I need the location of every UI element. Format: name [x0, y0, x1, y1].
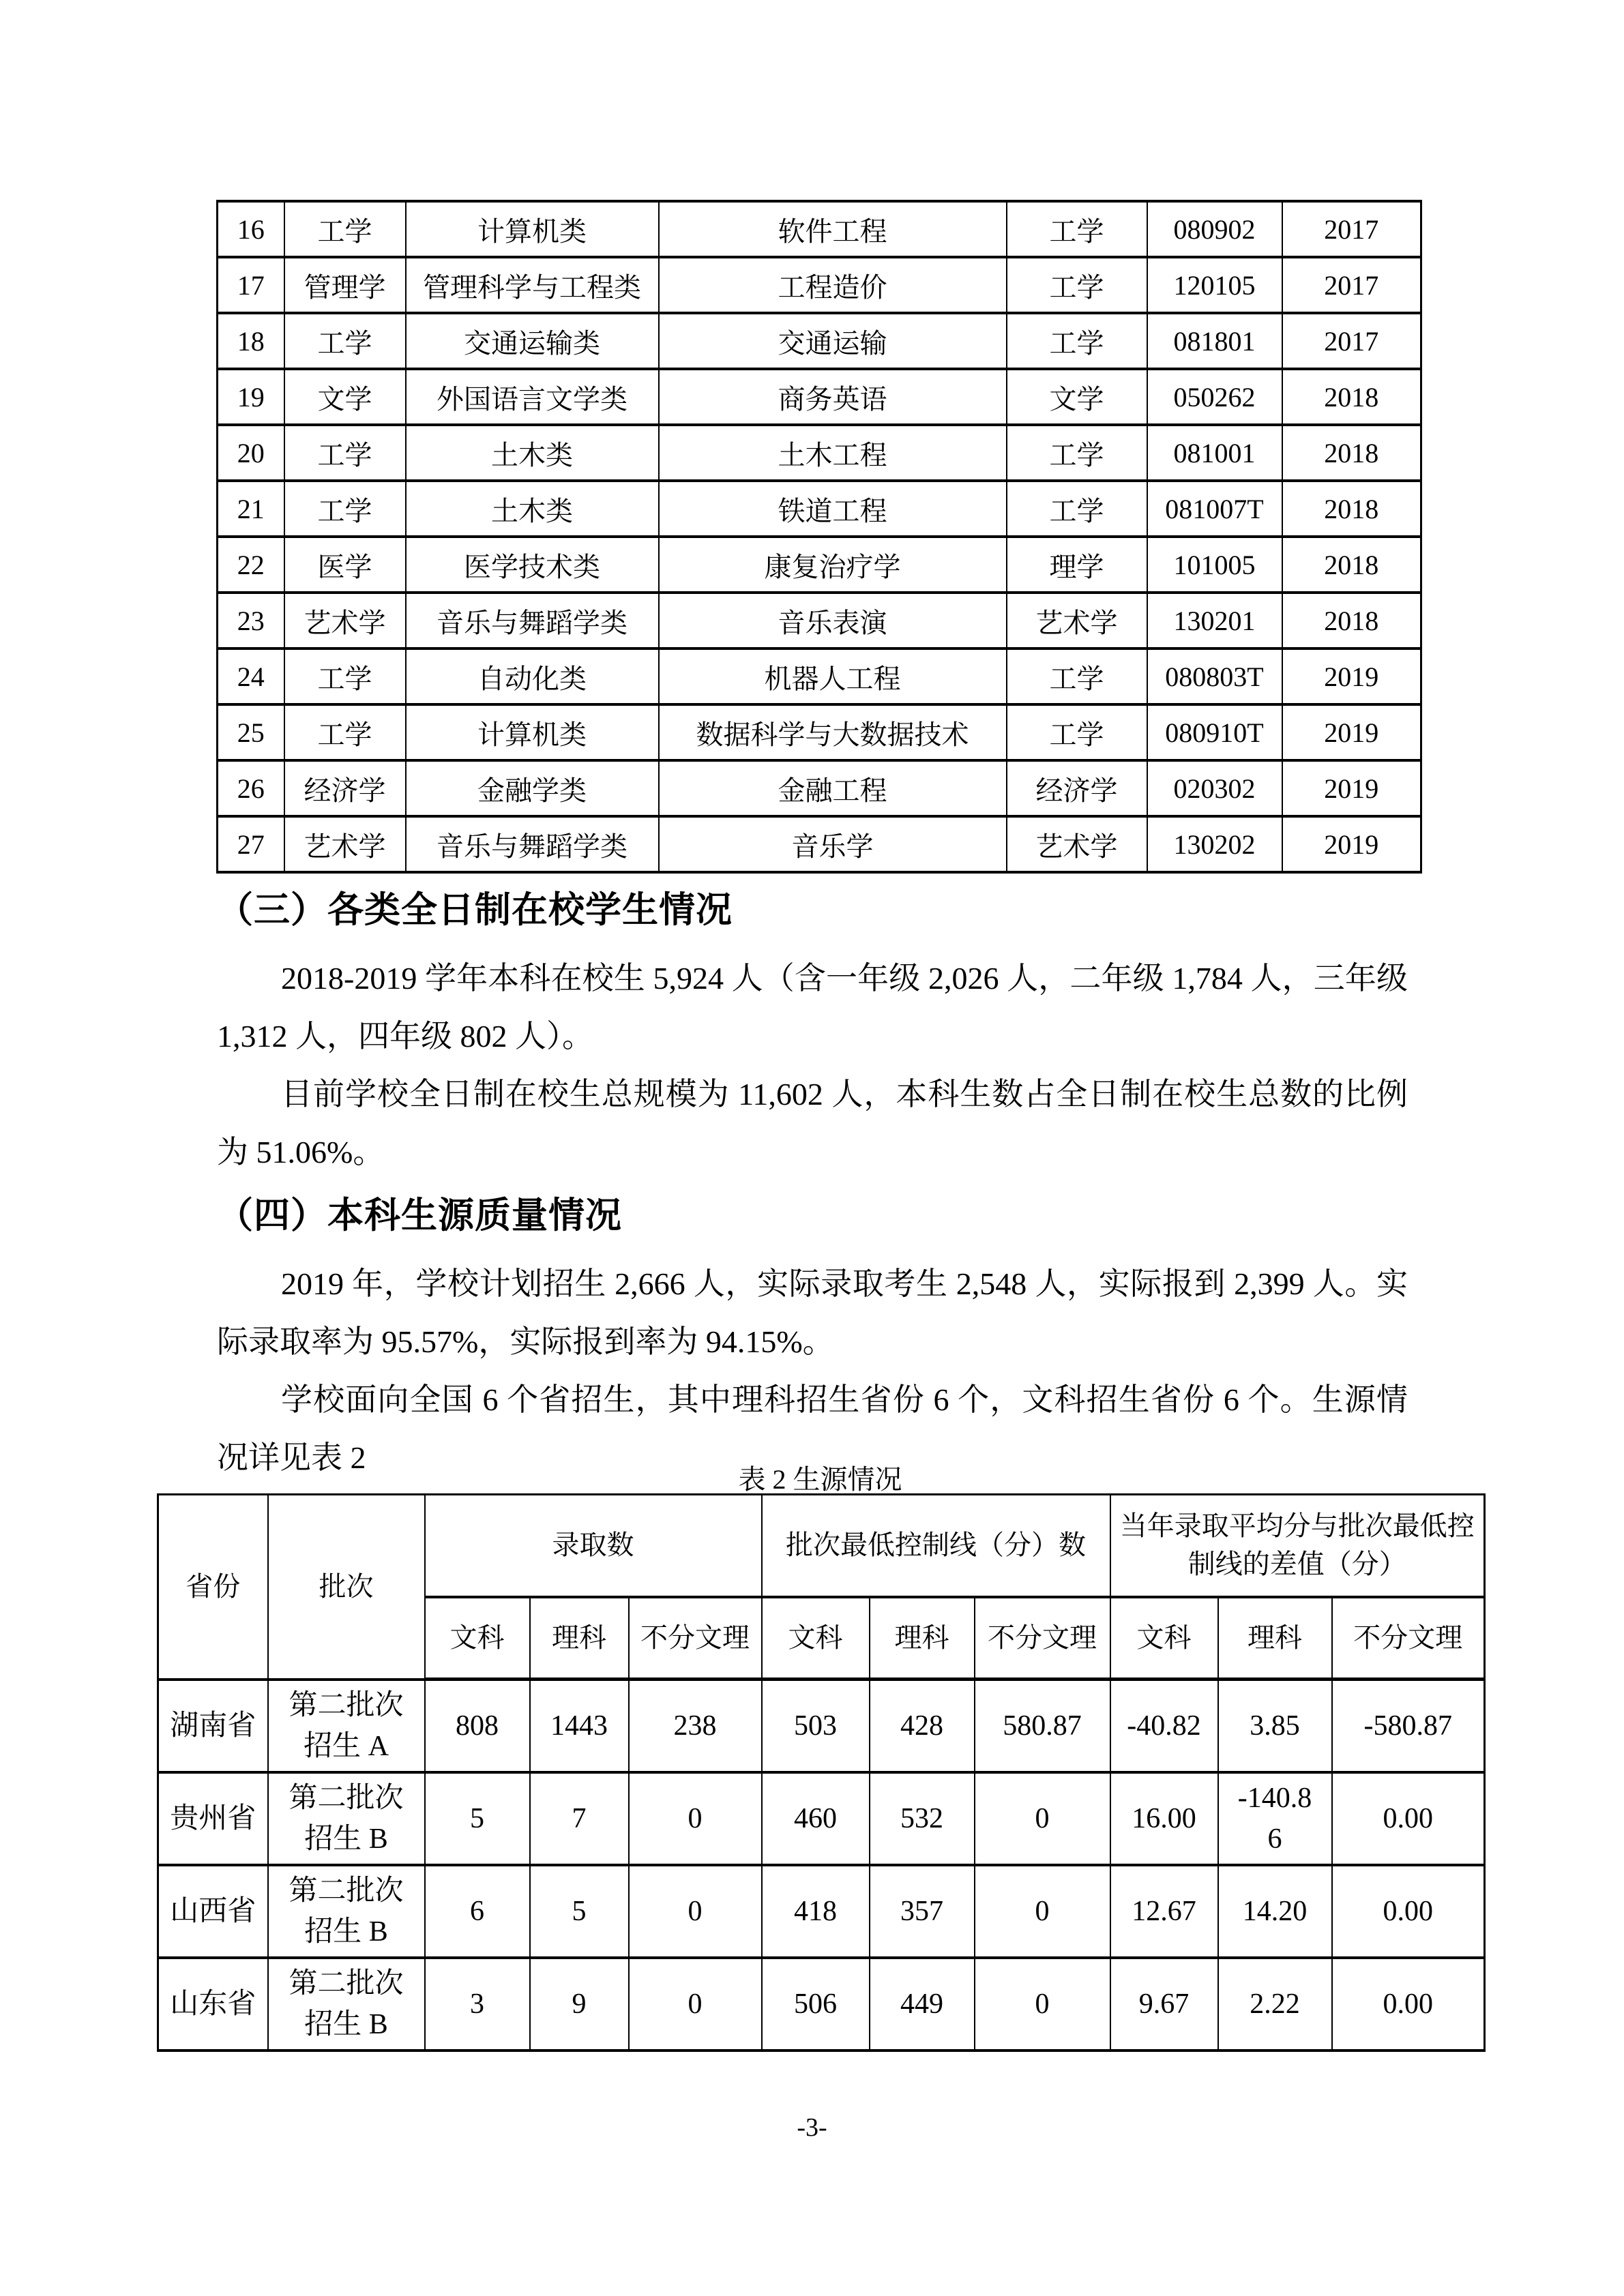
major-code: 050262 [1147, 369, 1282, 425]
discipline-category: 文学 [284, 369, 406, 425]
major-code: 081001 [1147, 425, 1282, 481]
setup-year: 2017 [1282, 257, 1421, 313]
value: 506 [762, 1958, 870, 2051]
value: 532 [870, 1772, 975, 1865]
major-class: 金融学类 [406, 760, 659, 816]
major-class: 医学技术类 [406, 537, 659, 593]
batch: 第二批次招生 B [268, 1865, 425, 1958]
value: 3.85 [1218, 1680, 1332, 1772]
col-header-province: 省份 [158, 1495, 268, 1680]
discipline-category: 艺术学 [284, 816, 406, 872]
value: 0.00 [1332, 1958, 1485, 2051]
table-row [218, 481, 1421, 537]
degree-category: 工学 [1007, 257, 1147, 313]
value: 357 [870, 1865, 975, 1958]
row-number: 25 [218, 704, 284, 760]
row-number: 19 [218, 369, 284, 425]
major-name: 金融工程 [659, 760, 1007, 816]
group-header-min-control-line: 批次最低控制线（分）数 [762, 1495, 1110, 1597]
sub-header-science: 理科 [870, 1597, 975, 1680]
major-code: 081801 [1147, 313, 1282, 369]
major-code: 080910T [1147, 704, 1282, 760]
major-name: 软件工程 [659, 201, 1007, 257]
value: 0.00 [1332, 1772, 1485, 1865]
major-class: 自动化类 [406, 648, 659, 704]
major-name: 工程造价 [659, 257, 1007, 313]
major-name: 音乐学 [659, 816, 1007, 872]
table-row [218, 593, 1421, 648]
table-row [218, 537, 1421, 593]
value: 449 [870, 1958, 975, 2051]
row-number: 26 [218, 760, 284, 816]
table2-caption: 表 2 生源情况 [738, 1464, 902, 1495]
setup-year: 2018 [1282, 481, 1421, 537]
degree-category: 工学 [1007, 201, 1147, 257]
sub-header-combined: 不分文理 [975, 1597, 1110, 1680]
value: 503 [762, 1680, 870, 1772]
table-row [218, 816, 1421, 872]
setup-year: 2018 [1282, 537, 1421, 593]
header-group-row [158, 1495, 1485, 1597]
setup-year: 2019 [1282, 704, 1421, 760]
sub-header-science: 理科 [1218, 1597, 1332, 1680]
value: 808 [425, 1680, 530, 1772]
table-row [218, 704, 1421, 760]
value: 0 [629, 1958, 762, 2051]
section-4-paragraph-1: 2019 年，学校计划招生 2,666 人，实际录取考生 2,548 人，实际报到 2,399 人。实际录取率为 95.57%，实际报到率为 94.15%。 [217, 1266, 1408, 1359]
major-class: 管理科学与工程类 [406, 257, 659, 313]
discipline-category: 工学 [284, 648, 406, 704]
setup-year: 2019 [1282, 760, 1421, 816]
row-number: 18 [218, 313, 284, 369]
degree-category: 文学 [1007, 369, 1147, 425]
discipline-category: 工学 [284, 313, 406, 369]
table-row [158, 1958, 1485, 2051]
major-class: 计算机类 [406, 704, 659, 760]
value: 12.67 [1110, 1865, 1218, 1958]
setup-year: 2017 [1282, 313, 1421, 369]
major-class: 土木类 [406, 481, 659, 537]
degree-category: 经济学 [1007, 760, 1147, 816]
discipline-category: 工学 [284, 201, 406, 257]
row-number: 21 [218, 481, 284, 537]
sub-header-combined: 不分文理 [1332, 1597, 1485, 1680]
col-header-batch: 批次 [268, 1495, 425, 1680]
value: -580.87 [1332, 1680, 1485, 1772]
province: 山东省 [158, 1958, 268, 2051]
discipline-category: 工学 [284, 481, 406, 537]
province: 山西省 [158, 1865, 268, 1958]
major-name: 铁道工程 [659, 481, 1007, 537]
row-number: 22 [218, 537, 284, 593]
setup-year: 2018 [1282, 425, 1421, 481]
degree-category: 工学 [1007, 648, 1147, 704]
section-3-paragraph-2: 目前学校全日制在校生总规模为 11,602 人，本科生数占全日制在校生总数的比例为 51.06%。 [217, 1077, 1408, 1169]
major-code: 081007T [1147, 481, 1282, 537]
batch: 第二批次招生 B [268, 1772, 425, 1865]
value: 0 [975, 1958, 1110, 2051]
value: 5 [425, 1772, 530, 1865]
discipline-category: 管理学 [284, 257, 406, 313]
value: 0 [629, 1772, 762, 1865]
sub-header-arts: 文科 [762, 1597, 870, 1680]
major-name: 音乐表演 [659, 593, 1007, 648]
major-name: 康复治疗学 [659, 537, 1007, 593]
value: -40.82 [1110, 1680, 1218, 1772]
value: 2.22 [1218, 1958, 1332, 2051]
row-number: 23 [218, 593, 284, 648]
value: 580.87 [975, 1680, 1110, 1772]
table-row [158, 1865, 1485, 1958]
table-row [218, 369, 1421, 425]
degree-category: 艺术学 [1007, 593, 1147, 648]
major-class: 音乐与舞蹈学类 [406, 593, 659, 648]
degree-category: 理学 [1007, 537, 1147, 593]
table-row [218, 648, 1421, 704]
setup-year: 2017 [1282, 201, 1421, 257]
value: 3 [425, 1958, 530, 2051]
group-header-avg-diff: 当年录取平均分与批次最低控制线的差值（分） [1110, 1495, 1485, 1597]
major-class: 计算机类 [406, 201, 659, 257]
row-number: 20 [218, 425, 284, 481]
value: 5 [530, 1865, 629, 1958]
major-name: 交通运输 [659, 313, 1007, 369]
value: 428 [870, 1680, 975, 1772]
section-3-paragraph-1: 2018-2019 学年本科在校生 5,924 人（含一年级 2,026 人，二年级 1,784 人，三年级 1,312 人，四年级 802 人）。 [217, 961, 1408, 1054]
body-text [217, 888, 1408, 1487]
discipline-category: 经济学 [284, 760, 406, 816]
value: 460 [762, 1772, 870, 1865]
batch: 第二批次招生 A [268, 1680, 425, 1772]
value: 9.67 [1110, 1958, 1218, 2051]
setup-year: 2019 [1282, 648, 1421, 704]
degree-category: 工学 [1007, 313, 1147, 369]
section-4-heading: （四）本科生源质量情况 [217, 1195, 622, 1236]
sub-header-science: 理科 [530, 1597, 629, 1680]
major-code: 101005 [1147, 537, 1282, 593]
value: 0 [975, 1772, 1110, 1865]
group-header-admitted: 录取数 [425, 1495, 762, 1597]
discipline-category: 艺术学 [284, 593, 406, 648]
value: 1443 [530, 1680, 629, 1772]
table-row [158, 1680, 1485, 1772]
value: 6 [425, 1865, 530, 1958]
value: 0 [975, 1865, 1110, 1958]
row-number: 17 [218, 257, 284, 313]
value: 9 [530, 1958, 629, 2051]
section-4-paragraph-2: 学校面向全国 6 个省招生，其中理科招生省份 6 个，文科招生省份 6 个。生源情况详见表 2 [217, 1382, 1408, 1475]
discipline-category: 医学 [284, 537, 406, 593]
major-code: 080902 [1147, 201, 1282, 257]
major-class: 土木类 [406, 425, 659, 481]
setup-year: 2019 [1282, 816, 1421, 872]
enrollment-table [157, 1493, 1486, 2052]
row-number: 16 [218, 201, 284, 257]
discipline-category: 工学 [284, 704, 406, 760]
degree-category: 工学 [1007, 704, 1147, 760]
value: 14.20 [1218, 1865, 1332, 1958]
table-row [158, 1772, 1485, 1865]
major-code: 120105 [1147, 257, 1282, 313]
major-class: 交通运输类 [406, 313, 659, 369]
row-number: 24 [218, 648, 284, 704]
value: 238 [629, 1680, 762, 1772]
major-code: 080803T [1147, 648, 1282, 704]
value: -140.86 [1218, 1772, 1332, 1865]
setup-year: 2018 [1282, 593, 1421, 648]
value: 0 [629, 1865, 762, 1958]
value: 418 [762, 1865, 870, 1958]
majors-table [216, 200, 1422, 874]
major-code: 130201 [1147, 593, 1282, 648]
sub-header-combined: 不分文理 [629, 1597, 762, 1680]
province: 贵州省 [158, 1772, 268, 1865]
page-number: -3- [797, 2113, 827, 2142]
value: 0.00 [1332, 1865, 1485, 1958]
major-class: 外国语言文学类 [406, 369, 659, 425]
table-row [218, 257, 1421, 313]
sub-header-arts: 文科 [425, 1597, 530, 1680]
table-row [218, 201, 1421, 257]
major-name: 机器人工程 [659, 648, 1007, 704]
table-row [218, 760, 1421, 816]
discipline-category: 工学 [284, 425, 406, 481]
major-name: 商务英语 [659, 369, 1007, 425]
table-row [218, 313, 1421, 369]
setup-year: 2018 [1282, 369, 1421, 425]
major-name: 土木工程 [659, 425, 1007, 481]
major-code: 020302 [1147, 760, 1282, 816]
table-row [218, 425, 1421, 481]
row-number: 27 [218, 816, 284, 872]
major-code: 130202 [1147, 816, 1282, 872]
value: 16.00 [1110, 1772, 1218, 1865]
sub-header-arts: 文科 [1110, 1597, 1218, 1680]
batch: 第二批次招生 B [268, 1958, 425, 2051]
province: 湖南省 [158, 1680, 268, 1772]
degree-category: 工学 [1007, 481, 1147, 537]
major-class: 音乐与舞蹈学类 [406, 816, 659, 872]
degree-category: 艺术学 [1007, 816, 1147, 872]
value: 7 [530, 1772, 629, 1865]
section-3-heading: （三）各类全日制在校学生情况 [217, 890, 733, 930]
degree-category: 工学 [1007, 425, 1147, 481]
major-name: 数据科学与大数据技术 [659, 704, 1007, 760]
